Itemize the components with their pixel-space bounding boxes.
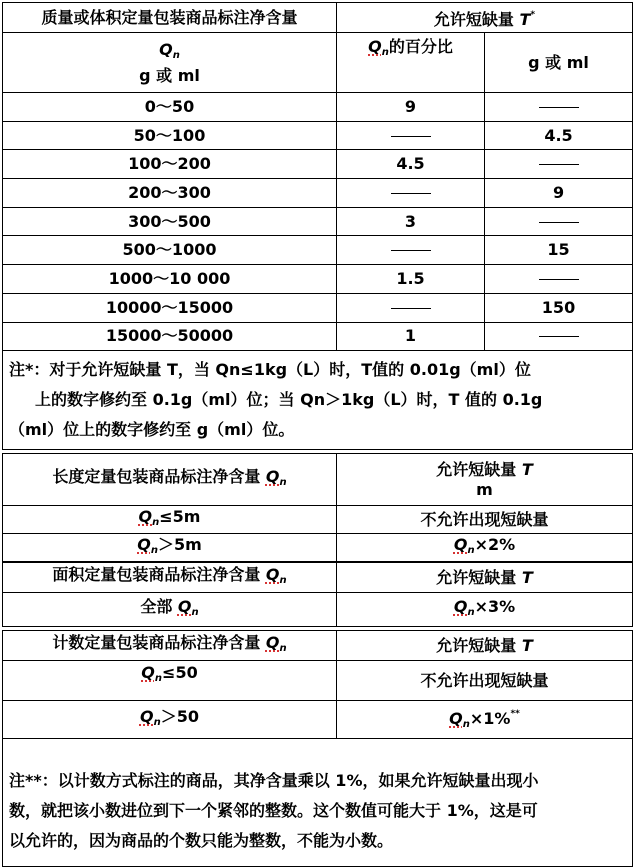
qn-symbol: Q — [265, 632, 280, 652]
t-symbol: T — [521, 635, 533, 655]
mass-row — [3, 93, 633, 122]
area-row1-left-text: 全部 — [140, 596, 173, 616]
mass-row-percent-dash — [337, 179, 485, 208]
mass-row-percent: 9 — [337, 93, 485, 122]
mass-row-gml-dash — [485, 207, 633, 236]
area-header-left — [3, 563, 337, 593]
dash-mark — [539, 164, 579, 165]
length-header-right-text: 允许短缺量 — [436, 459, 517, 479]
percent-suffix: 的百分比 — [388, 37, 453, 56]
t-symbol: T — [519, 10, 531, 29]
qn-symbol: Q — [139, 706, 154, 726]
mass-row — [3, 236, 633, 265]
length-header-left — [3, 454, 337, 506]
count-row2-right — [337, 701, 633, 739]
count-row1-left-text: ≤50 — [162, 663, 198, 683]
qn-sub: n — [279, 574, 287, 586]
count-row2-left — [3, 701, 337, 739]
dash-mark — [539, 222, 579, 223]
mass-header-right — [337, 3, 633, 33]
qn-sub: n — [467, 544, 475, 556]
count-row1-left — [3, 661, 337, 701]
gml-unit: g 或 ml — [528, 52, 589, 72]
count-note-line2: 数，就把该小数进位到下一个紧邻的整数。这个数值可能大于 1%，这是可 — [9, 801, 538, 821]
mass-row-percent: 1 — [337, 322, 485, 351]
count-header-left-text: 计数定量包装商品标注净含量 — [52, 632, 261, 652]
qn-sub: n — [154, 673, 163, 685]
mass-row — [3, 121, 633, 150]
mass-rows — [3, 93, 633, 351]
count-header-right — [337, 631, 633, 661]
mass-row-gml: 15 — [485, 236, 633, 265]
qn-label — [3, 40, 336, 66]
qn-sub: n — [279, 476, 287, 488]
qn-symbol: Q — [265, 564, 280, 584]
mass-row-percent-dash — [337, 121, 485, 150]
dash-mark — [391, 136, 431, 137]
qn-symbol: Q — [453, 534, 468, 554]
qn-symbol: Q — [177, 596, 192, 616]
qn-sub: n — [153, 716, 161, 728]
mass-row-range: 0～50 — [3, 93, 337, 122]
qn-symbol: Q — [449, 709, 463, 729]
qn-symbol: Q — [141, 663, 155, 683]
qn-sub: n — [150, 544, 158, 556]
length-row1-left-text: ≤5m — [159, 506, 201, 526]
mass-row-percent: 4.5 — [337, 150, 485, 179]
qn-sub: n — [152, 516, 160, 528]
dash-mark — [391, 193, 431, 194]
qn-sub: n — [381, 47, 389, 58]
qn-sub: n — [172, 49, 180, 61]
qn-sub: n — [191, 606, 199, 618]
length-row2-left — [3, 534, 337, 562]
mass-header-left — [3, 3, 337, 33]
mass-note-line1: 注*：对于允许短缺量 T，当 Qn≤1kg（L）时，T值的 0.01g（ml）位 — [9, 360, 531, 380]
mass-row-range: 100～200 — [3, 150, 337, 179]
mass-note-line2: 上的数字修约至 0.1g（ml）位；当 Qn＞1kg（L）时，T 值的 0.1g — [35, 390, 543, 410]
percent-col-header — [337, 33, 485, 93]
mass-row-range: 1000～10 000 — [3, 265, 337, 294]
dash-mark — [391, 250, 431, 251]
area-header-left-text: 面积定量包装商品标注净含量 — [52, 564, 261, 584]
count-note — [3, 739, 633, 867]
t-sup: * — [530, 10, 536, 20]
tolerance-document — [2, 2, 632, 867]
count-row1-right: 不允许出现短缺量 — [337, 661, 633, 701]
count-note-line1: 注**：以计数方式标注的商品，其净含量乘以 1%，如果允许短缺量出现小 — [9, 771, 539, 791]
qn-sub: n — [279, 642, 287, 654]
area-row1-right-text: ×3% — [474, 596, 516, 616]
mass-row-gml: 4.5 — [485, 121, 633, 150]
length-row2-right-text: ×2% — [474, 534, 516, 554]
mass-row-gml-dash — [485, 265, 633, 294]
mass-header-left-text: 质量或体积定量包装商品标注净含量 — [41, 7, 298, 27]
mass-row-range: 200～300 — [3, 179, 337, 208]
length-unit: m — [476, 479, 493, 499]
mass-row-range: 10000～15000 — [3, 293, 337, 322]
qn-symbol: Q — [159, 39, 173, 59]
mass-row-gml: 150 — [485, 293, 633, 322]
length-row1-left — [3, 506, 337, 534]
length-table — [2, 453, 633, 562]
area-table — [2, 562, 633, 627]
mass-row — [3, 207, 633, 236]
t-symbol: T — [521, 567, 533, 587]
area-row1-left — [3, 593, 337, 627]
unit-left: g 或 ml — [139, 65, 200, 85]
mass-row-percent-dash — [337, 293, 485, 322]
length-header-right — [337, 454, 633, 506]
count-header-right-text: 允许短缺量 — [436, 635, 517, 655]
qn-symbol: Q — [137, 534, 151, 554]
mass-row-range: 15000～50000 — [3, 322, 337, 351]
mass-row-gml-dash — [485, 150, 633, 179]
qn-unit-cell — [3, 33, 337, 93]
mass-row-gml-dash — [485, 93, 633, 122]
qn-sub: n — [462, 719, 470, 731]
mass-volume-table — [2, 2, 633, 450]
count-header-left — [3, 631, 337, 661]
qn-sub: n — [467, 606, 475, 618]
count-row2-left-text: ＞50 — [160, 706, 199, 726]
mass-header-right-text: 允许短缺量 — [433, 10, 514, 29]
area-row1-right — [337, 593, 633, 627]
qn-symbol: Q — [265, 466, 280, 486]
dash-mark — [539, 279, 579, 280]
mass-row-gml-dash — [485, 322, 633, 351]
area-header-right — [337, 563, 633, 593]
qn-symbol: Q — [368, 37, 382, 56]
mass-row-range: 50～100 — [3, 121, 337, 150]
mass-note-line3: （ml）位上的数字修约至 g（ml）位。 — [9, 420, 295, 440]
mass-row — [3, 322, 633, 351]
mass-row-percent: 3 — [337, 207, 485, 236]
t-symbol: T — [521, 459, 533, 479]
length-row2-left-text: ＞5m — [157, 534, 202, 554]
mass-row-gml: 9 — [485, 179, 633, 208]
area-header-right-text: 允许短缺量 — [436, 567, 517, 587]
mass-row — [3, 265, 633, 294]
count-note-line3: 以允许的，因为商品的个数只能为整数，不能为小数。 — [9, 831, 394, 851]
length-header-left-text: 长度定量包装商品标注净含量 — [52, 466, 261, 486]
qn-symbol: Q — [138, 506, 153, 526]
length-row1-right: 不允许出现短缺量 — [337, 506, 633, 534]
dash-mark — [539, 107, 579, 108]
dash-mark — [539, 336, 579, 337]
mass-row-range: 300～500 — [3, 207, 337, 236]
mass-row — [3, 150, 633, 179]
dash-mark — [391, 308, 431, 309]
mass-note — [3, 351, 633, 450]
qn-symbol: Q — [453, 596, 468, 616]
count-table — [2, 630, 633, 867]
mass-row — [3, 179, 633, 208]
mass-row — [3, 293, 633, 322]
count-row2-right-text: ×1% — [469, 709, 511, 729]
count-sup: ** — [510, 709, 520, 720]
mass-row-percent-dash — [337, 236, 485, 265]
gml-col-header — [485, 33, 633, 93]
length-row2-right — [337, 534, 633, 562]
mass-row-percent: 1.5 — [337, 265, 485, 294]
mass-row-range: 500～1000 — [3, 236, 337, 265]
